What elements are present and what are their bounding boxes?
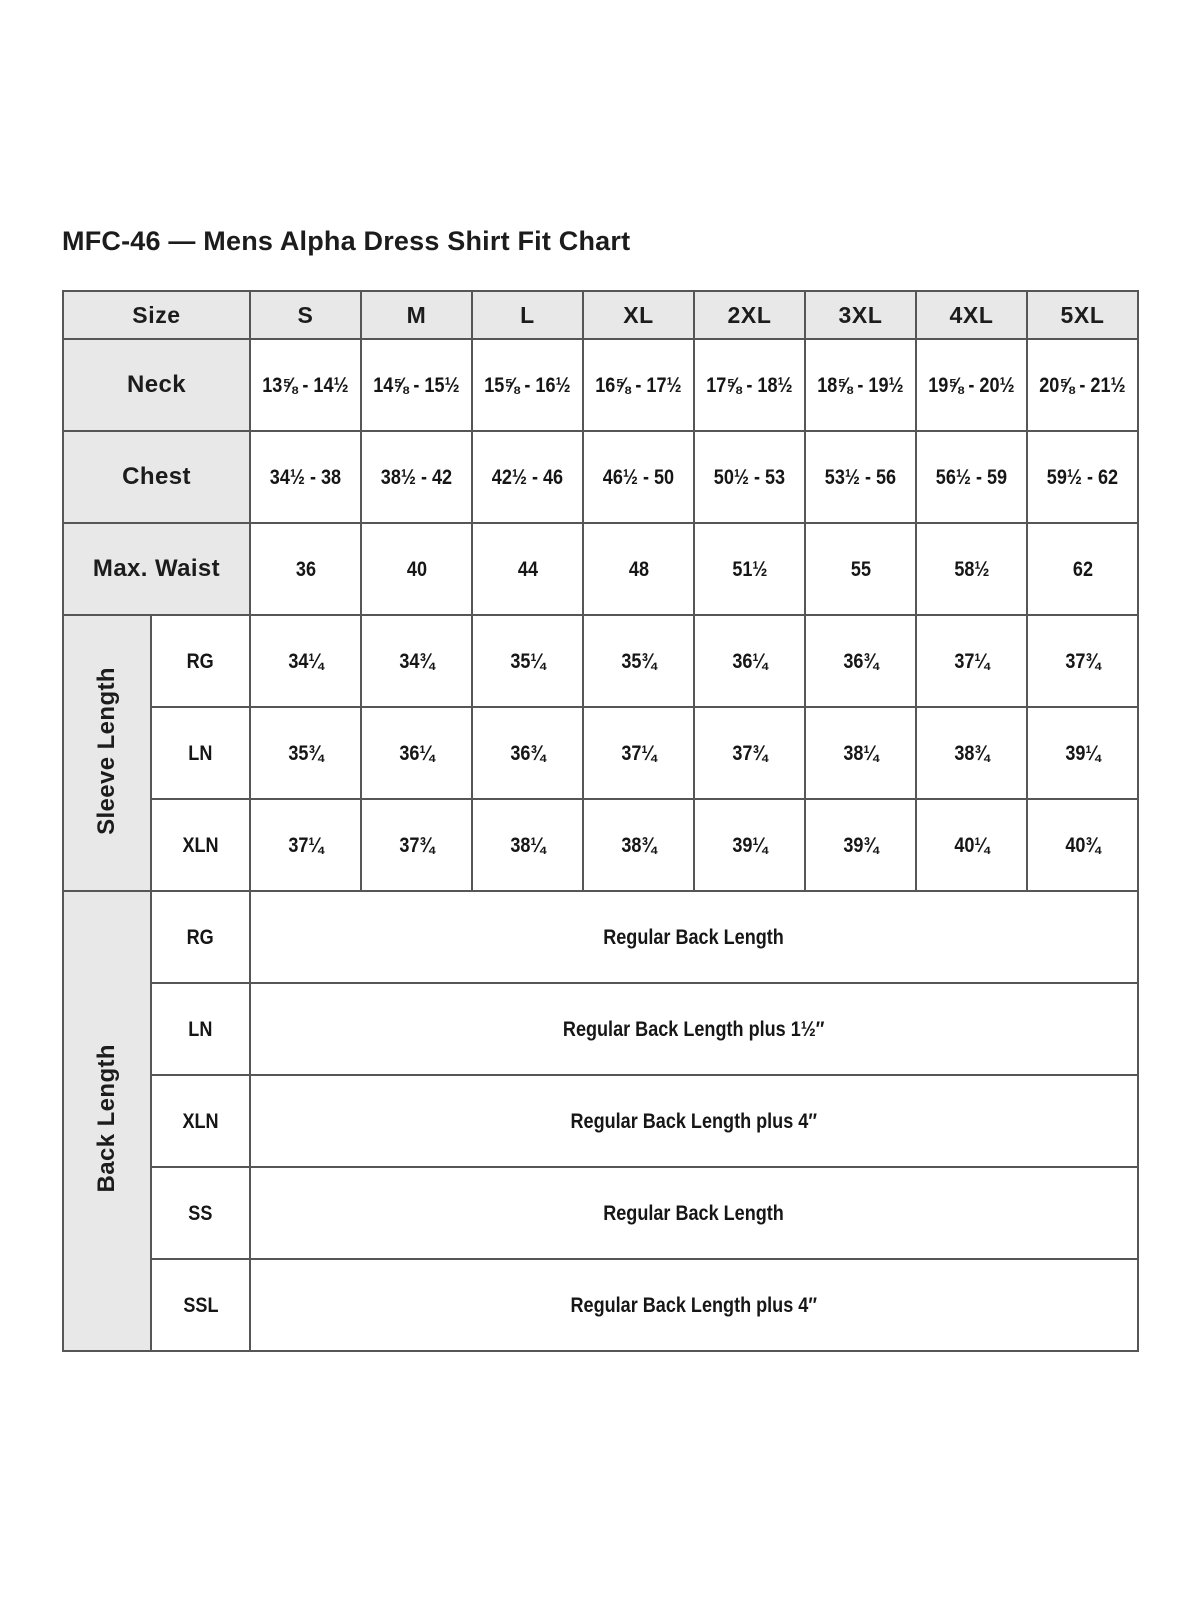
- back-ss-label: SS: [151, 1167, 250, 1259]
- neck-cell: 20⅝ - 21½: [1027, 339, 1138, 431]
- sleeve-ln-label: LN: [151, 707, 250, 799]
- sleeve-ln-cell: 35¾: [250, 707, 361, 799]
- sleeve-rg-cell: 36¼: [694, 615, 805, 707]
- sleeve-rg-cell: 37¾: [1027, 615, 1138, 707]
- back-ln-row: [63, 983, 1138, 1075]
- neck-cell: 13⅝ - 14½: [250, 339, 361, 431]
- max-waist-cell: 40: [361, 523, 472, 615]
- max-waist-row-label: Max. Waist: [63, 523, 250, 615]
- chest-cell: 59½ - 62: [1027, 431, 1138, 523]
- max-waist-cell: 44: [472, 523, 583, 615]
- chest-cell: 38½ - 42: [361, 431, 472, 523]
- sleeve-ln-cell: 36¼: [361, 707, 472, 799]
- sleeve-xln-cell: 37¾: [361, 799, 472, 891]
- sleeve-rg-cell: 35¼: [472, 615, 583, 707]
- fit-chart-table: [62, 290, 1139, 1352]
- chest-cell: 42½ - 46: [472, 431, 583, 523]
- col-header-xl: XL: [583, 291, 694, 339]
- sleeve-rg-cell: 34¼: [250, 615, 361, 707]
- chest-cell: 46½ - 50: [583, 431, 694, 523]
- back-ss-value: Regular Back Length: [250, 1167, 1138, 1259]
- chest-cell: 34½ - 38: [250, 431, 361, 523]
- neck-cell: 19⅝ - 20½: [916, 339, 1027, 431]
- sleeve-rg-row: [63, 615, 1138, 707]
- col-header-5xl: 5XL: [1027, 291, 1138, 339]
- neck-row: [63, 339, 1138, 431]
- max-waist-cell: 48: [583, 523, 694, 615]
- sleeve-xln-label: XLN: [151, 799, 250, 891]
- sleeve-rg-label: RG: [151, 615, 250, 707]
- chest-cell: 50½ - 53: [694, 431, 805, 523]
- max-waist-cell: 51½: [694, 523, 805, 615]
- chest-row: [63, 431, 1138, 523]
- sleeve-rg-cell: 36¾: [805, 615, 916, 707]
- col-header-l: L: [472, 291, 583, 339]
- chest-row-label: Chest: [63, 431, 250, 523]
- sleeve-ln-cell: 37¼: [583, 707, 694, 799]
- chest-cell: 56½ - 59: [916, 431, 1027, 523]
- back-rg-value: Regular Back Length: [250, 891, 1138, 983]
- max-waist-cell: 58½: [916, 523, 1027, 615]
- sleeve-ln-cell: 37¾: [694, 707, 805, 799]
- size-header-cell: Size: [63, 291, 250, 339]
- neck-cell: 15⅝ - 16½: [472, 339, 583, 431]
- sleeve-ln-row: [63, 707, 1138, 799]
- back-ssl-label: SSL: [151, 1259, 250, 1351]
- col-header-s: S: [250, 291, 361, 339]
- sleeve-xln-cell: 37¼: [250, 799, 361, 891]
- back-length-group-label: Back Length: [63, 891, 151, 1351]
- sleeve-xln-cell: 39¼: [694, 799, 805, 891]
- sleeve-xln-cell: 40¼: [916, 799, 1027, 891]
- col-header-m: M: [361, 291, 472, 339]
- back-ln-label: LN: [151, 983, 250, 1075]
- neck-cell: 17⅝ - 18½: [694, 339, 805, 431]
- max-waist-cell: 36: [250, 523, 361, 615]
- header-row: [63, 291, 1138, 339]
- back-ssl-value: Regular Back Length plus 4″: [250, 1259, 1138, 1351]
- back-ss-row: [63, 1167, 1138, 1259]
- back-rg-row: [63, 891, 1138, 983]
- col-header-3xl: 3XL: [805, 291, 916, 339]
- neck-cell: 18⅝ - 19½: [805, 339, 916, 431]
- sleeve-xln-cell: 40¾: [1027, 799, 1138, 891]
- sleeve-xln-cell: 39¾: [805, 799, 916, 891]
- neck-row-label: Neck: [63, 339, 250, 431]
- sleeve-xln-cell: 38¼: [472, 799, 583, 891]
- back-ln-value: Regular Back Length plus 1½″: [250, 983, 1138, 1075]
- col-header-2xl: 2XL: [694, 291, 805, 339]
- col-header-4xl: 4XL: [916, 291, 1027, 339]
- sleeve-xln-cell: 38¾: [583, 799, 694, 891]
- sleeve-rg-cell: 37¼: [916, 615, 1027, 707]
- sleeve-length-group-label: Sleeve Length: [63, 615, 151, 891]
- sleeve-xln-row: [63, 799, 1138, 891]
- back-xln-row: [63, 1075, 1138, 1167]
- back-xln-value: Regular Back Length plus 4″: [250, 1075, 1138, 1167]
- sleeve-ln-cell: 38¼: [805, 707, 916, 799]
- back-xln-label: XLN: [151, 1075, 250, 1167]
- sleeve-ln-cell: 38¾: [916, 707, 1027, 799]
- neck-cell: 14⅝ - 15½: [361, 339, 472, 431]
- max-waist-row: [63, 523, 1138, 615]
- sleeve-ln-cell: 36¾: [472, 707, 583, 799]
- chest-cell: 53½ - 56: [805, 431, 916, 523]
- neck-cell: 16⅝ - 17½: [583, 339, 694, 431]
- sleeve-rg-cell: 35¾: [583, 615, 694, 707]
- sleeve-ln-cell: 39¼: [1027, 707, 1138, 799]
- back-rg-label: RG: [151, 891, 250, 983]
- sleeve-rg-cell: 34¾: [361, 615, 472, 707]
- max-waist-cell: 55: [805, 523, 916, 615]
- back-ssl-row: [63, 1259, 1138, 1351]
- max-waist-cell: 62: [1027, 523, 1138, 615]
- page-title: MFC-46 — Mens Alpha Dress Shirt Fit Chart: [62, 226, 631, 256]
